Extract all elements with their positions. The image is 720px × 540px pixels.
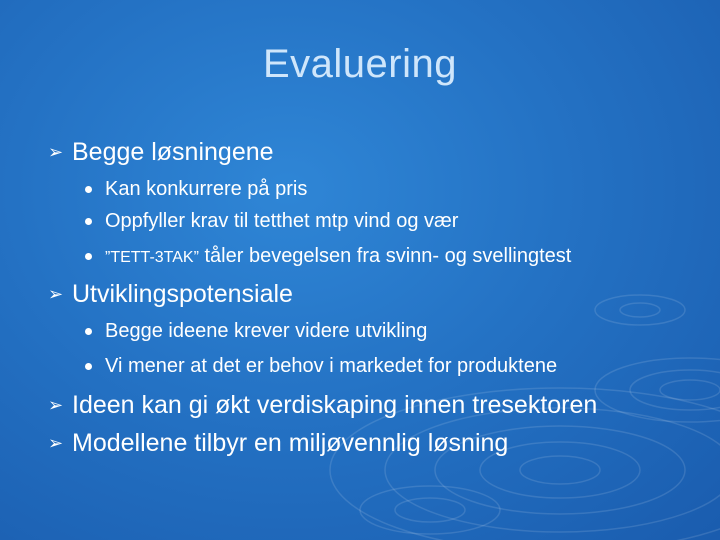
arrow-bullet-icon: ➢ [48, 432, 64, 453]
dot-bullet-icon [85, 363, 92, 370]
arrow-bullet-icon: ➢ [48, 394, 64, 415]
sub-bullet-text: Begge ideene krever videre utvikling [105, 319, 428, 342]
product-name: ”TETT-3TAK” [105, 248, 199, 266]
dot-bullet-icon [85, 253, 92, 260]
sub-bullet-text: Oppfyller krav til tetthet mtp vind og vær [105, 209, 459, 232]
bullet-text: Ideen kan gi økt verdiskaping innen tresektoren [72, 390, 598, 419]
dot-bullet-icon [85, 328, 92, 335]
dot-bullet-icon [85, 218, 92, 225]
dot-bullet-icon [85, 186, 92, 193]
bullet-text: Begge løsningene [72, 137, 274, 166]
sub-bullet-text: Kan konkurrere på pris [105, 177, 308, 200]
arrow-bullet-icon: ➢ [48, 283, 64, 304]
arrow-bullet-icon: ➢ [48, 141, 64, 162]
bullet-text: Utviklingspotensiale [72, 279, 293, 308]
sub-bullet-text [105, 245, 571, 268]
sub-bullet-text: Vi mener at det er behov i markedet for produktene [105, 354, 558, 377]
sub-bullet-rest: tåler bevegelsen fra svinn- og svellingtest [198, 244, 572, 267]
slide-title: Evaluering [262, 42, 457, 86]
bullet-text: Modellene tilbyr en miljøvennlig løsning [72, 428, 509, 457]
